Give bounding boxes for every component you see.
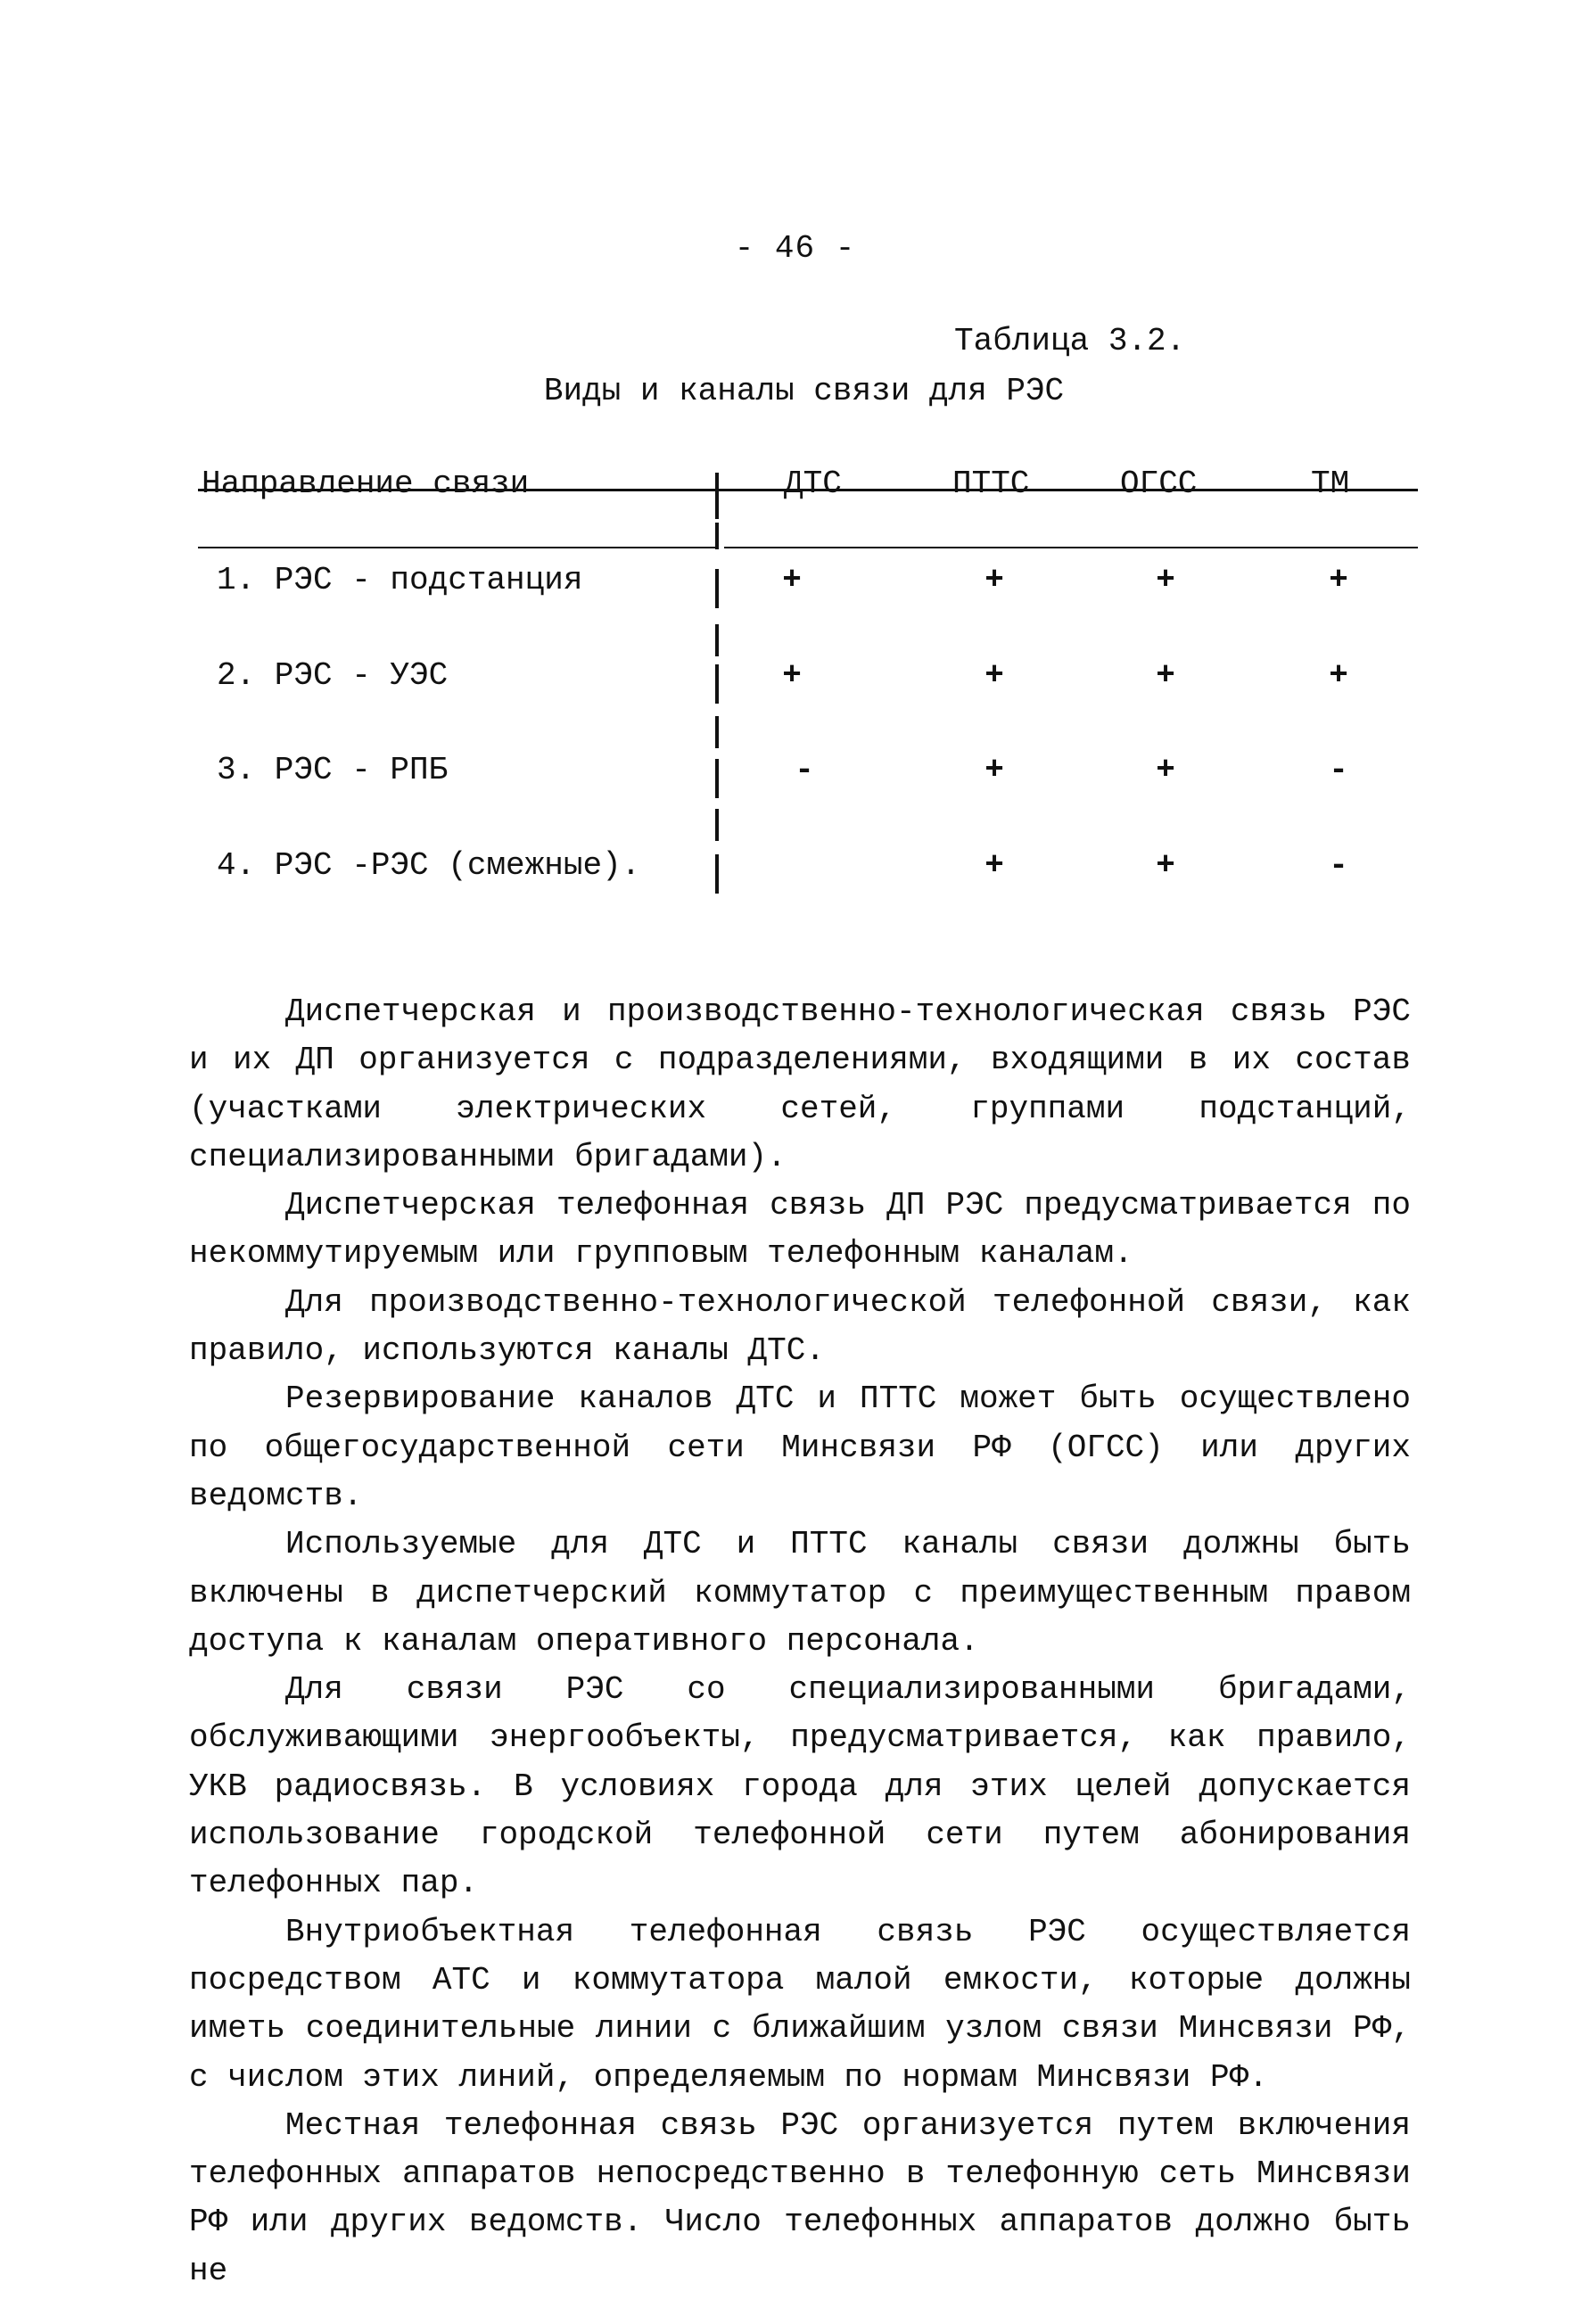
paragraph: Резервирование каналов ДТС и ПТТС может быть осуществлено по общегосударственной сети Минсвязи РФ (ОГСС) или других ведомств. — [189, 1380, 1411, 1514]
header-direction: Направление связи — [202, 466, 530, 502]
column-divider — [715, 523, 719, 549]
column-divider — [715, 759, 719, 798]
row-direction: 3. РЭС - РПБ — [217, 752, 449, 788]
column-divider — [715, 716, 719, 748]
cell-tm: - — [1329, 847, 1348, 884]
body-text — [189, 988, 1411, 2295]
table-caption: Таблица 3.2. — [954, 323, 1186, 359]
header-ptts: ПТТС — [952, 466, 1030, 502]
column-divider — [715, 664, 719, 704]
cell-ogss: + — [1156, 847, 1175, 884]
cell-ptts: + — [984, 657, 1004, 694]
row-direction: 4. РЭС -РЭС (смежные). — [217, 847, 641, 884]
cell-ptts: + — [984, 752, 1004, 788]
paragraph: Используемые для ДТС и ПТТС каналы связи должны быть включены в диспетчерский коммутатор с преимущественным правом доступа к каналам оперативного персонала. — [189, 1526, 1411, 1660]
column-divider — [715, 473, 719, 519]
cell-ogss: + — [1156, 657, 1175, 694]
column-divider — [715, 624, 719, 656]
cell-ogss: + — [1156, 562, 1175, 598]
cell-tm: + — [1329, 657, 1348, 694]
column-divider — [715, 809, 719, 841]
cell-dts: + — [782, 657, 802, 694]
page-number: - 46 - — [734, 230, 856, 267]
cell-tm: + — [1329, 562, 1348, 598]
paragraph: Для производственно-технологической телефонной связи, как правило, используются каналы ДТС. — [189, 1283, 1411, 1370]
paragraph: Диспетчерская телефонная связь ДП РЭС предусматривается по некоммутируемым или групповым телефонным каналам. — [189, 1187, 1411, 1273]
column-divider — [715, 854, 719, 894]
cell-ogss: + — [1156, 752, 1175, 788]
header-ogss: ОГСС — [1120, 466, 1198, 502]
paragraph: Местная телефонная связь РЭС организуется путем включения телефонных аппаратов непосредственно в телефонную сеть Минсвязи РФ или других ведомств. Число телефонных аппаратов должно быть не — [189, 2106, 1411, 2289]
row-direction: 2. РЭС - УЭС — [217, 657, 449, 694]
header-dts: ДТС — [784, 466, 842, 502]
cell-ptts: + — [984, 847, 1004, 884]
cell-ptts: + — [984, 562, 1004, 598]
paragraph: Для связи РЭС со специализированными бригадами, обслуживающими энергообъекты, предусматривается, как правило, УКВ радиосвязь. В условиях города для этих целей допускается использование городской телефонной сети путем абонирования телефонных пар. — [189, 1671, 1411, 1902]
header-tm: ТМ — [1311, 466, 1350, 502]
row-direction: 1. РЭС - подстанция — [217, 562, 583, 598]
header-rule-left — [198, 547, 718, 548]
paragraph: Диспетчерская и производственно-технологическая связь РЭС и их ДП организуется с подразделениями, входящими в их состав (участками электрических сетей, группами подстанций, специализированными бригадами). — [189, 993, 1411, 1175]
cell-tm: - — [1329, 752, 1348, 788]
paragraph: Внутриобъектная телефонная связь РЭС осуществляется посредством АТС и коммутатора малой емкости, которые должны иметь соединительные линии с ближайшим узлом связи Минсвязи РФ, с числом этих линий, определяемым по нормам Минсвязи РФ. — [189, 1913, 1411, 2096]
cell-dts: - — [795, 752, 814, 788]
column-divider — [715, 569, 719, 608]
header-rule-right — [724, 547, 1418, 548]
table-title: Виды и каналы связи для РЭС — [543, 373, 1065, 409]
cell-dts: + — [782, 562, 802, 598]
